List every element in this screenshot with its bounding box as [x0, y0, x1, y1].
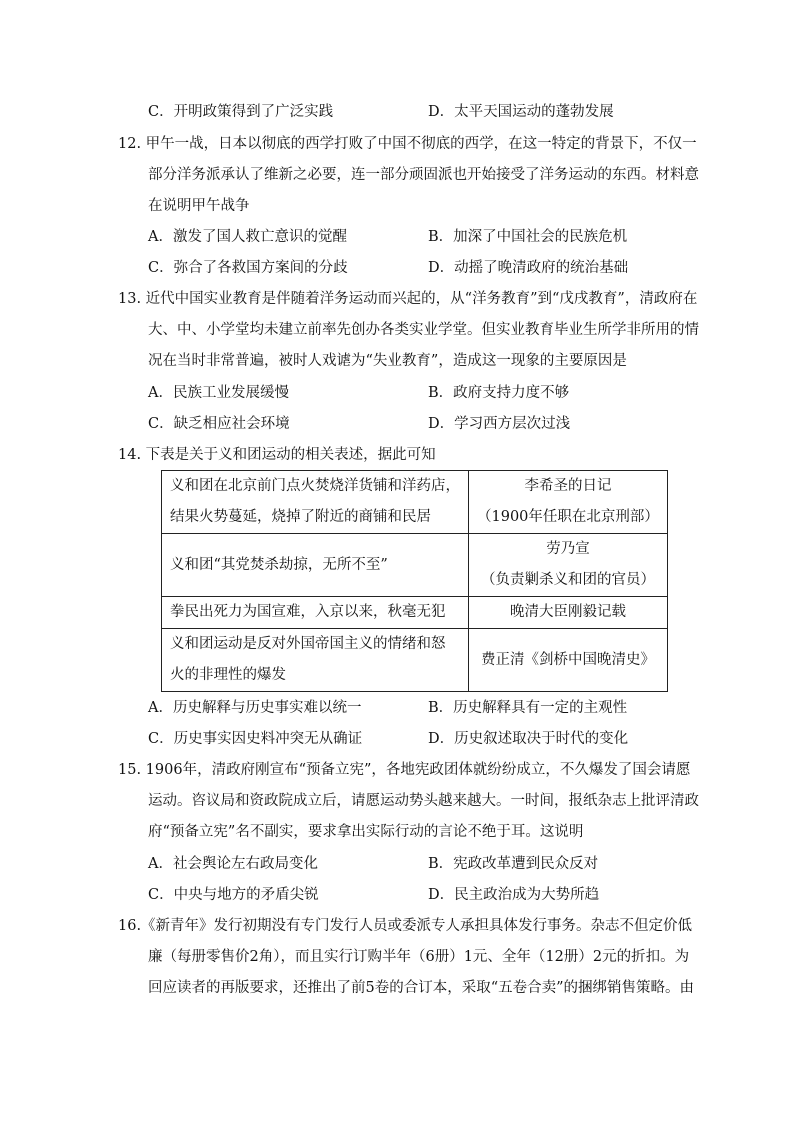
q12-option-a: A．激发了国人救亡意识的觉醒	[148, 229, 347, 245]
q12-stem-line-1: 12. 甲午一战，日本以彻底的西学打败了中国不彻底的西学，在这一特定的背景下，不仅一	[118, 136, 697, 152]
q12-stem-line-2: 部分洋务派承认了维新之必要，连一部分顽固派也开始接受了洋务运动的东西。材料意	[148, 167, 699, 183]
q14-stem: 14. 下表是关于义和团运动的相关表述，据此可知	[118, 447, 436, 463]
q15-option-a: A．社会舆论左右政局变化	[148, 856, 318, 872]
q12-option-b: B．加深了中国社会的民族危机	[428, 229, 628, 245]
table-cell-source: 费正清《剑桥中国晚清史》	[469, 629, 668, 692]
table-cell-statement: 义和团“其党焚杀劫掠，无所不至”	[162, 534, 469, 597]
q13-stem-line-1: 13. 近代中国实业教育是伴随着洋务运动而兴起的，从“洋务教育”到“戊戌教育”，清政府在	[118, 291, 698, 307]
q12-option-d: D．动摇了晚清政府的统治基础	[428, 260, 629, 276]
q14-source-table	[161, 470, 668, 692]
q15-stem-line-3: 府“预备立宪”名不副实，要求拿出实际行动的言论不绝于耳。这说明	[148, 824, 584, 840]
q16-stem-line-1: 16.《新青年》发行初期没有专门发行人员或委派专人承担具体发行事务。杂志不但定价低	[118, 918, 693, 934]
q11-option-d: D．太平天国运动的蓬勃发展	[428, 104, 614, 120]
table-cell-source: 劳乃宣 （负责剿杀义和团的官员）	[469, 534, 668, 597]
q14-option-d: D．历史叙述取决于时代的变化	[428, 731, 629, 747]
table-row	[162, 534, 668, 597]
table-cell-statement: 拳民出死力为国宣难，入京以来，秋毫无犯	[162, 597, 469, 629]
table-cell-source: 李希圣的日记 （1900年任职在北京刑部）	[469, 471, 668, 534]
q15-option-b: B．宪政改革遭到民众反对	[428, 856, 599, 872]
table-row	[162, 629, 668, 692]
q15-stem-line-1: 15. 1906年，清政府刚宣布“预备立宪”，各地宪政团体就纷纷成立，不久爆发了国会请愿	[118, 762, 691, 778]
q13-option-b: B．政府支持力度不够	[428, 385, 570, 401]
q13-option-c: C．缺乏相应社会环境	[148, 416, 290, 432]
q16-stem-line-2: 廉（每册零售价2角），而且实行订购半年（6册）1元、全年（12册）2元的折扣。为	[148, 949, 690, 965]
q12-stem-line-3: 在说明甲午战争	[148, 198, 250, 214]
q13-option-d: D．学习西方层次过浅	[428, 416, 571, 432]
q15-option-c: C．中央与地方的矛盾尖锐	[148, 887, 319, 903]
q15-stem-line-2: 运动。咨议局和资政院成立后，请愿运动势头越来越大。一时间，报纸杂志上批评清政	[148, 793, 699, 809]
q11-option-c: C．开明政策得到了广泛实践	[148, 104, 334, 120]
q13-option-a: A．民族工业发展缓慢	[148, 385, 289, 401]
q14-option-b: B．历史解释具有一定的主观性	[428, 700, 628, 716]
table-row	[162, 597, 668, 629]
table-cell-source: 晚清大臣刚毅记载	[469, 597, 668, 629]
q13-stem-line-3: 况在当时非常普遍，被时人戏谑为“失业教育”，造成这一现象的主要原因是	[148, 353, 627, 369]
table-cell-statement: 义和团在北京前门点火焚烧洋货铺和洋药店， 结果火势蔓延，烧掉了附近的商铺和民居	[162, 471, 469, 534]
q12-option-c: C．弥合了各救国方案间的分歧	[148, 260, 348, 276]
q14-option-a: A．历史解释与历史事实难以统一	[148, 700, 362, 716]
q14-option-c: C．历史事实因史料冲突无从确证	[148, 731, 363, 747]
q16-stem-line-3: 回应读者的再版要求，还推出了前5卷的合订本，采取“五卷合卖”的捆绑销售策略。由	[148, 980, 695, 996]
table-cell-statement: 义和团运动是反对外国帝国主义的情绪和怒 火的非理性的爆发	[162, 629, 469, 692]
q15-option-d: D．民主政治成为大势所趋	[428, 887, 600, 903]
q13-stem-line-2: 大、中、小学堂均未建立前率先创办各类实业学堂。但实业教育毕业生所学非所用的情	[148, 322, 699, 338]
table-row	[162, 471, 668, 534]
